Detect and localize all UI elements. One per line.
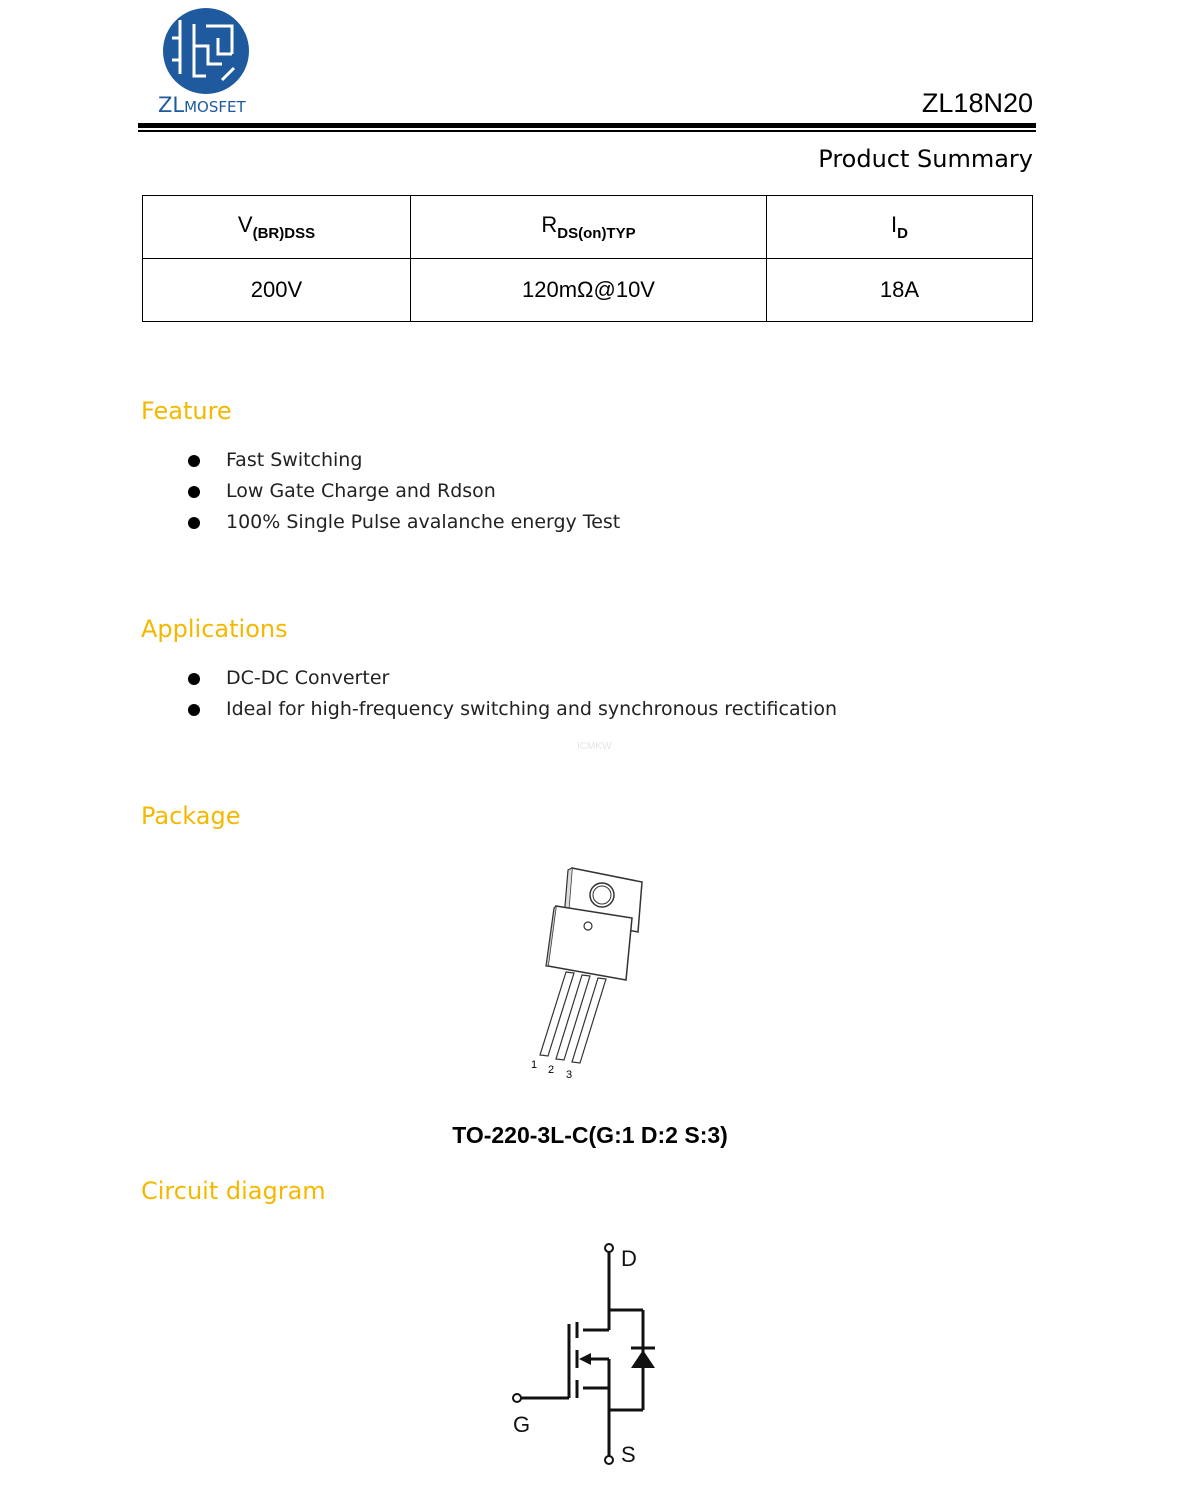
applications-list xyxy=(185,663,837,725)
bullet-icon xyxy=(188,704,200,716)
list-item: Ideal for high-frequency switching and synchronous rectification xyxy=(185,694,837,725)
feature-heading: Feature xyxy=(141,397,232,425)
header-vbrdss: $V_{(BR)DSS}$ xyxy=(143,196,411,259)
header-id: $I_D$ xyxy=(767,196,1033,259)
value-id: 18A xyxy=(767,259,1033,322)
product-summary-title: Product Summary xyxy=(818,145,1033,173)
header-rule-thin xyxy=(138,130,1036,132)
part-number: ZL18N20 xyxy=(921,88,1033,118)
table-header-row xyxy=(143,196,1033,259)
list-item: DC-DC Converter xyxy=(185,663,837,694)
pin-label-3: 3 xyxy=(566,1069,573,1081)
pin-label-1: 1 xyxy=(531,1059,538,1071)
circuit-heading: Circuit diagram xyxy=(141,1177,326,1205)
watermark: ICMKW xyxy=(577,741,612,752)
applications-heading: Applications xyxy=(141,615,288,643)
value-rdson: 120mΩ@10V xyxy=(411,259,767,322)
package-heading: Package xyxy=(141,802,241,830)
table-row xyxy=(143,259,1033,322)
value-vbrdss: 200V xyxy=(143,259,411,322)
mosfet-schematic-icon xyxy=(505,1238,665,1470)
header-rule-thick xyxy=(138,123,1036,128)
bullet-icon xyxy=(188,486,200,498)
gate-label: G xyxy=(513,1412,531,1437)
header-rdson: $R_{DS(on)TYP}$ xyxy=(411,196,767,259)
feature-list xyxy=(185,445,620,538)
pin-label-2: 2 xyxy=(548,1064,555,1076)
list-item: 100% Single Pulse avalanche energy Test xyxy=(185,507,620,538)
logo-wordmark: ZLMOSFET xyxy=(158,93,246,117)
bullet-icon xyxy=(188,517,200,529)
package-caption: TO-220-3L-C(G:1 D:2 S:3) xyxy=(452,1122,728,1148)
bullet-icon xyxy=(188,673,200,685)
source-label: S xyxy=(621,1442,636,1467)
drain-label: D xyxy=(621,1246,637,1271)
list-item: Low Gate Charge and Rdson xyxy=(185,476,620,507)
product-summary-table xyxy=(142,195,1033,322)
to220-package-icon xyxy=(520,860,660,1085)
bullet-icon xyxy=(188,455,200,467)
list-item: Fast Switching xyxy=(185,445,620,476)
